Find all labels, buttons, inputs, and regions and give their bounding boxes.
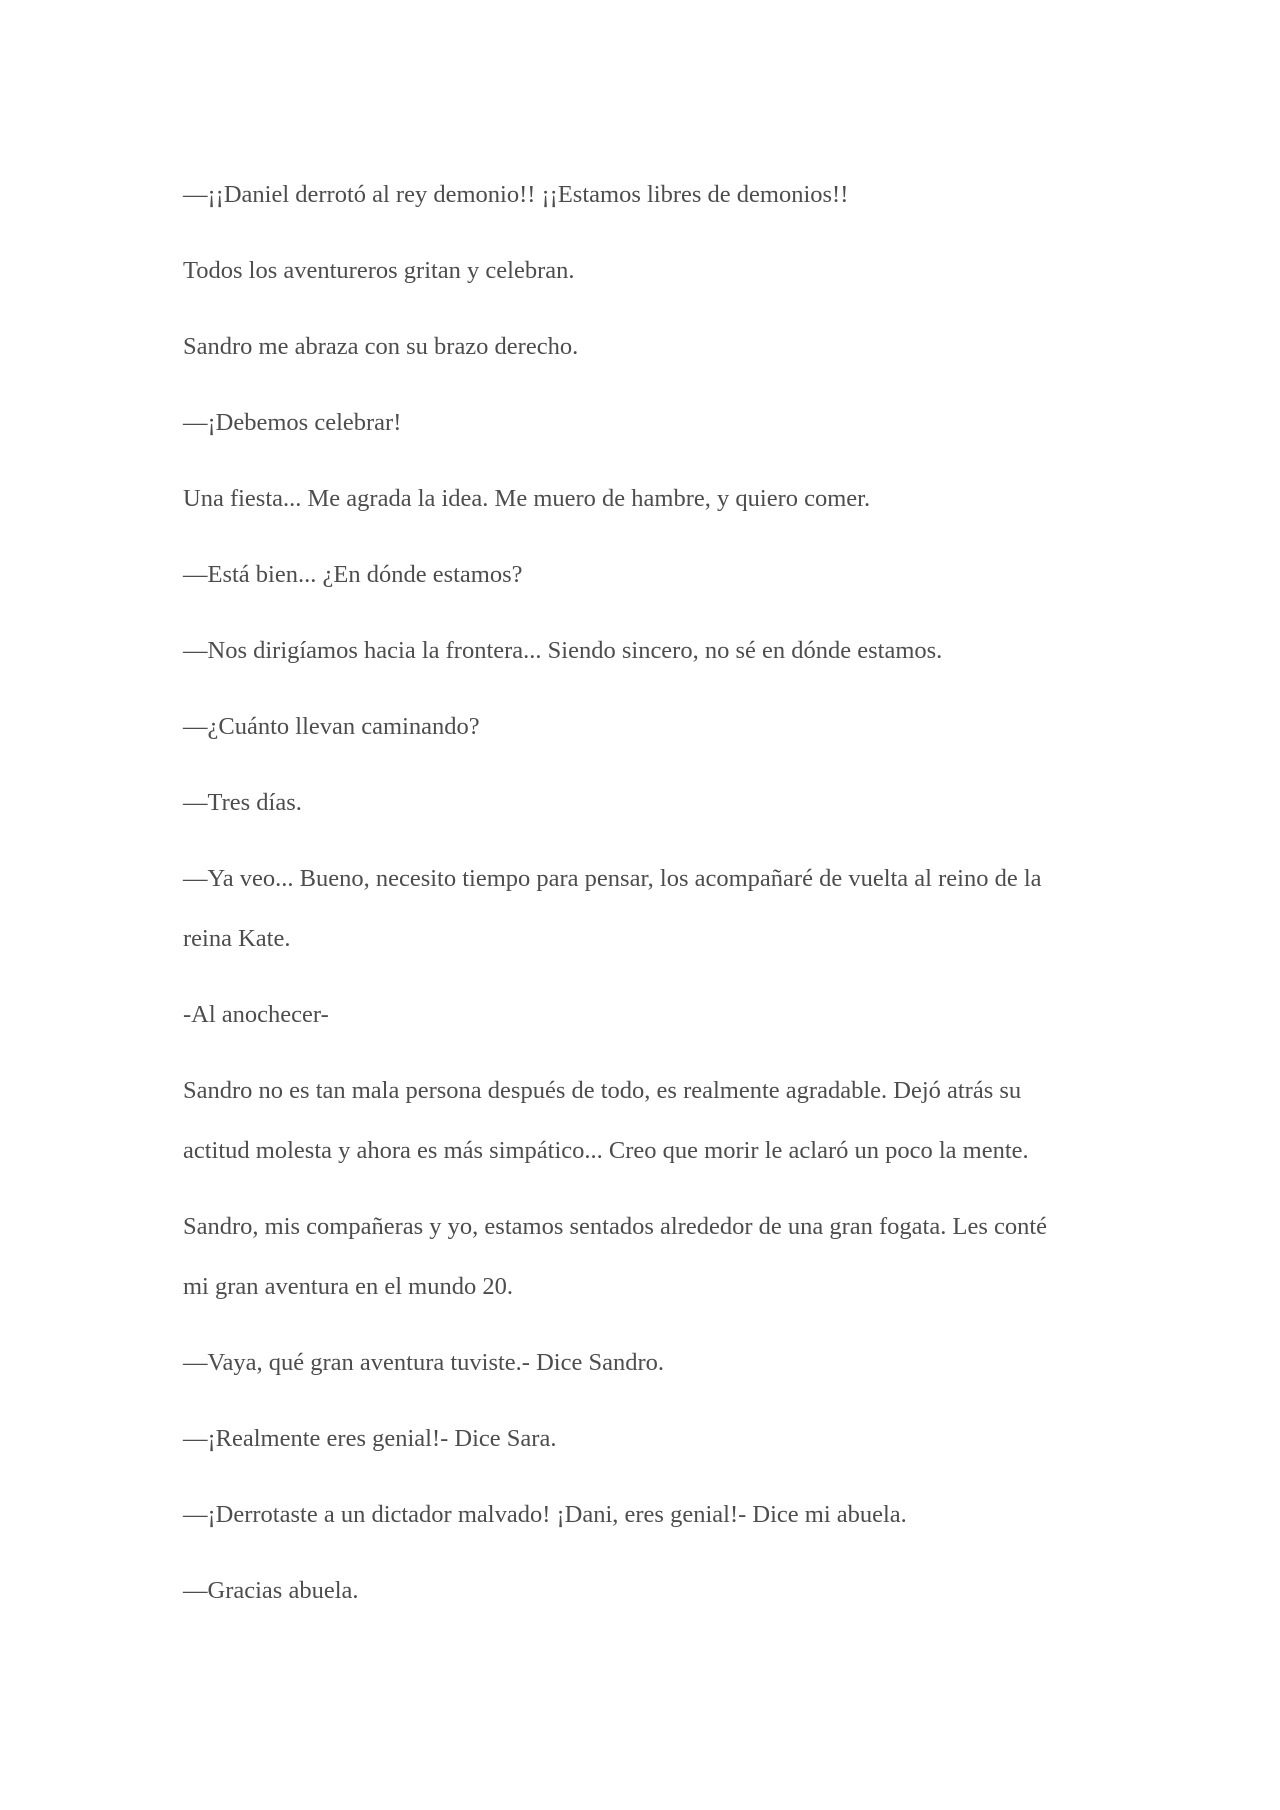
paragraph-3: Sandro me abraza con su brazo derecho. xyxy=(183,333,579,360)
document-text-body xyxy=(183,178,1103,1650)
paragraph-13-line-1: Sandro, mis compañeras y yo, estamos sentados alrededor de una gran fogata. Les conté xyxy=(183,1213,1048,1240)
paragraph-8: —¿Cuánto llevan caminando? xyxy=(183,713,480,740)
paragraph-13 xyxy=(183,1197,1103,1317)
paragraph-6: —Está bien... ¿En dónde estamos? xyxy=(183,561,523,588)
paragraph-4: —¡Debemos celebrar! xyxy=(183,409,402,436)
paragraph-16: —¡Derrotaste a un dictador malvado! ¡Dani, eres genial!- Dice mi abuela. xyxy=(183,1501,907,1528)
paragraph-1: —¡¡Daniel derrotó al rey demonio!! ¡¡Estamos libres de demonios!! xyxy=(183,181,849,208)
paragraph-9: —Tres días. xyxy=(183,789,302,816)
paragraph-10-line-2: reina Kate. xyxy=(183,925,291,952)
paragraph-7: —Nos dirigíamos hacia la frontera... Siendo sincero, no sé en dónde estamos. xyxy=(183,637,943,664)
paragraph-10 xyxy=(183,849,1103,969)
paragraph-2: Todos los aventureros gritan y celebran. xyxy=(183,257,575,284)
paragraph-5: Una fiesta... Me agrada la idea. Me muero de hambre, y quiero comer. xyxy=(183,485,871,512)
paragraph-14: —Vaya, qué gran aventura tuviste.- Dice Sandro. xyxy=(183,1349,664,1376)
paragraph-12-line-2: actitud molesta y ahora es más simpático... Creo que morir le aclaró un poco la mente. xyxy=(183,1137,1029,1164)
paragraph-10-line-1: —Ya veo... Bueno, necesito tiempo para pensar, los acompañaré de vuelta al reino de la xyxy=(183,865,1042,892)
paragraph-12-line-1: Sandro no es tan mala persona después de todo, es realmente agradable. Dejó atrás su xyxy=(183,1077,1022,1104)
paragraph-12 xyxy=(183,1061,1103,1181)
paragraph-17: —Gracias abuela. xyxy=(183,1577,359,1604)
paragraph-13-line-2: mi gran aventura en el mundo 20. xyxy=(183,1273,513,1300)
paragraph-15: —¡Realmente eres genial!- Dice Sara. xyxy=(183,1425,557,1452)
paragraph-11: -Al anochecer- xyxy=(183,1001,329,1028)
